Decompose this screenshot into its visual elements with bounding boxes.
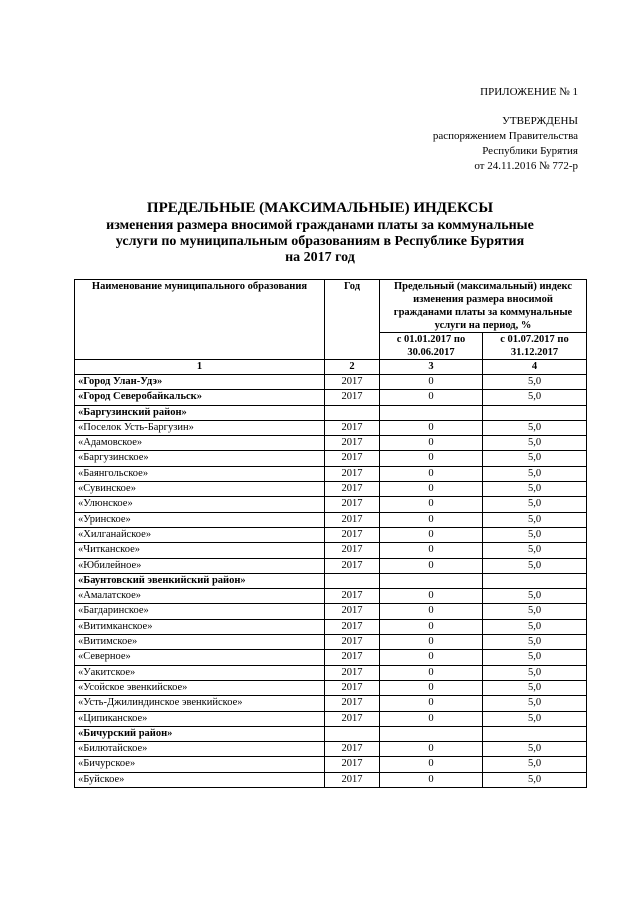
cell-period-2: 5,0 [483,635,587,650]
indices-table [74,279,587,788]
title-line: изменения размера вносимой гражданами платы за коммунальные [106,218,534,233]
cell-year [325,726,380,741]
cell-municipality: «Витимканское» [75,619,325,634]
cell-year: 2017 [325,604,380,619]
col-number: 1 [75,360,325,375]
cell-period-1: 0 [380,497,483,512]
cell-period-2: 5,0 [483,696,587,711]
cell-period-2: 5,0 [483,589,587,604]
cell-period-1: 0 [380,390,483,405]
cell-period-2: 5,0 [483,390,587,405]
table-row [75,527,587,542]
cell-period-1: 0 [380,512,483,527]
cell-period-2: 5,0 [483,512,587,527]
cell-year: 2017 [325,619,380,634]
table-row [75,390,587,405]
cell-municipality: «Усть-Джилиндинское эвенкийское» [75,696,325,711]
title-line: ПРЕДЕЛЬНЫЕ (МАКСИМАЛЬНЫЕ) ИНДЕКСЫ [146,200,494,216]
cell-year: 2017 [325,436,380,451]
cell-municipality: «Бичурское» [75,757,325,772]
cell-year: 2017 [325,512,380,527]
cell-year: 2017 [325,589,380,604]
cell-year: 2017 [325,772,380,787]
cell-period-2: 5,0 [483,772,587,787]
cell-municipality: «Ципиканское» [75,711,325,726]
cell-year: 2017 [325,420,380,435]
table-row [75,665,587,680]
table-row [75,680,587,695]
cell-period-2: 5,0 [483,619,587,634]
table-row [75,543,587,558]
cell-year: 2017 [325,635,380,650]
table-row [75,436,587,451]
cell-year: 2017 [325,742,380,757]
approval-block [433,114,578,174]
cell-period-2: 5,0 [483,742,587,757]
table-row [75,604,587,619]
approval-line: Республики Бурятия [482,145,578,157]
cell-year: 2017 [325,497,380,512]
cell-municipality: «Бичурский район» [75,726,325,741]
cell-period-1: 0 [380,527,483,542]
cell-period-2: 5,0 [483,466,587,481]
cell-period-2: 5,0 [483,604,587,619]
table-row [75,696,587,711]
cell-year: 2017 [325,711,380,726]
table-row [75,405,587,420]
table-row [75,573,587,588]
cell-year: 2017 [325,665,380,680]
cell-period-1: 0 [380,543,483,558]
cell-municipality: «Северное» [75,650,325,665]
cell-period-1: 0 [380,696,483,711]
table-row [75,558,587,573]
cell-municipality: «Баянгольское» [75,466,325,481]
cell-period-1: 0 [380,482,483,497]
cell-year [325,573,380,588]
cell-period-2: 5,0 [483,665,587,680]
cell-year: 2017 [325,375,380,390]
cell-period-2: 5,0 [483,757,587,772]
table-row [75,650,587,665]
cell-period-2: 5,0 [483,711,587,726]
cell-municipality: «Усойское эвенкийское» [75,680,325,695]
cell-period-1 [380,573,483,588]
cell-municipality: «Юбилейное» [75,558,325,573]
cell-period-1: 0 [380,772,483,787]
cell-year: 2017 [325,543,380,558]
cell-period-1 [380,405,483,420]
cell-municipality: «Витимское» [75,635,325,650]
cell-municipality: «Амалатское» [75,589,325,604]
cell-municipality: «Билютайское» [75,742,325,757]
cell-municipality: «Улюнское» [75,497,325,512]
cell-period-1: 0 [380,742,483,757]
table-row [75,497,587,512]
cell-period-1: 0 [380,604,483,619]
col-number: 2 [325,360,380,375]
approval-line: от 24.11.2016 № 772-р [474,160,578,172]
cell-municipality: «Хилганайское» [75,527,325,542]
cell-period-2: 5,0 [483,543,587,558]
cell-municipality: «Адамовское» [75,436,325,451]
cell-period-2: 5,0 [483,497,587,512]
col-header-index: Предельный (максимальный) индекс изменения размера вносимой гражданами платы за коммунальные услуги на период, % [380,280,587,333]
cell-year [325,405,380,420]
col-number: 3 [380,360,483,375]
cell-period-1 [380,726,483,741]
table-row [75,451,587,466]
cell-period-2: 5,0 [483,650,587,665]
cell-period-1: 0 [380,436,483,451]
cell-municipality: «Поселок Усть-Баргузин» [75,420,325,435]
cell-municipality: «Уринское» [75,512,325,527]
table-row [75,772,587,787]
cell-period-1: 0 [380,665,483,680]
cell-municipality: «Баргузинский район» [75,405,325,420]
cell-period-1: 0 [380,451,483,466]
cell-period-2 [483,726,587,741]
cell-municipality: «Город Северобайкальск» [75,390,325,405]
table-row [75,619,587,634]
col-header-year: Год [325,280,380,360]
cell-period-2: 5,0 [483,451,587,466]
table-row [75,635,587,650]
table-row [75,742,587,757]
cell-period-1: 0 [380,650,483,665]
cell-period-1: 0 [380,619,483,634]
title-line: услуги по муниципальным образованиям в Республике Бурятия [115,234,525,249]
table-row [75,726,587,741]
cell-period-2: 5,0 [483,680,587,695]
cell-period-1: 0 [380,711,483,726]
table-body [75,375,587,788]
cell-period-1: 0 [380,375,483,390]
cell-year: 2017 [325,558,380,573]
cell-period-1: 0 [380,635,483,650]
cell-period-2 [483,573,587,588]
table-row [75,482,587,497]
cell-period-2: 5,0 [483,482,587,497]
cell-municipality: «Баргузинское» [75,451,325,466]
appendix-label [480,85,578,100]
table-row [75,466,587,481]
cell-year: 2017 [325,527,380,542]
table-row [75,757,587,772]
cell-period-2: 5,0 [483,436,587,451]
cell-period-1: 0 [380,680,483,695]
cell-year: 2017 [325,680,380,695]
cell-year: 2017 [325,650,380,665]
cell-period-1: 0 [380,466,483,481]
cell-year: 2017 [325,696,380,711]
cell-period-1: 0 [380,589,483,604]
col-number: 4 [483,360,587,375]
cell-period-1: 0 [380,420,483,435]
cell-period-2 [483,405,587,420]
cell-municipality: «Читканское» [75,543,325,558]
cell-municipality: «Сувинское» [75,482,325,497]
title-line: на 2017 год [285,250,355,265]
col-header-period-1: с 01.01.2017 по 30.06.2017 [380,333,483,360]
document-title [70,200,570,266]
table-row [75,420,587,435]
cell-municipality: «Город Улан-Удэ» [75,375,325,390]
col-header-period-2: с 01.07.2017 по 31.12.2017 [483,333,587,360]
cell-year: 2017 [325,482,380,497]
approval-line: УТВЕРЖДЕНЫ [502,115,578,127]
table-row [75,711,587,726]
cell-period-1: 0 [380,558,483,573]
cell-year: 2017 [325,466,380,481]
cell-period-2: 5,0 [483,375,587,390]
col-header-name: Наименование муниципального образования [75,280,325,360]
approval-line: распоряжением Правительства [432,130,578,142]
cell-municipality: «Багдаринское» [75,604,325,619]
table-row [75,512,587,527]
cell-period-2: 5,0 [483,420,587,435]
cell-period-2: 5,0 [483,527,587,542]
table-row [75,375,587,390]
cell-municipality: «Уакитское» [75,665,325,680]
cell-municipality: «Баунтовский эвенкийский район» [75,573,325,588]
cell-year: 2017 [325,757,380,772]
cell-municipality: «Буйское» [75,772,325,787]
cell-period-2: 5,0 [483,558,587,573]
table-row [75,589,587,604]
cell-year: 2017 [325,390,380,405]
cell-year: 2017 [325,451,380,466]
appendix-text: ПРИЛОЖЕНИЕ № 1 [480,86,578,98]
cell-period-1: 0 [380,757,483,772]
